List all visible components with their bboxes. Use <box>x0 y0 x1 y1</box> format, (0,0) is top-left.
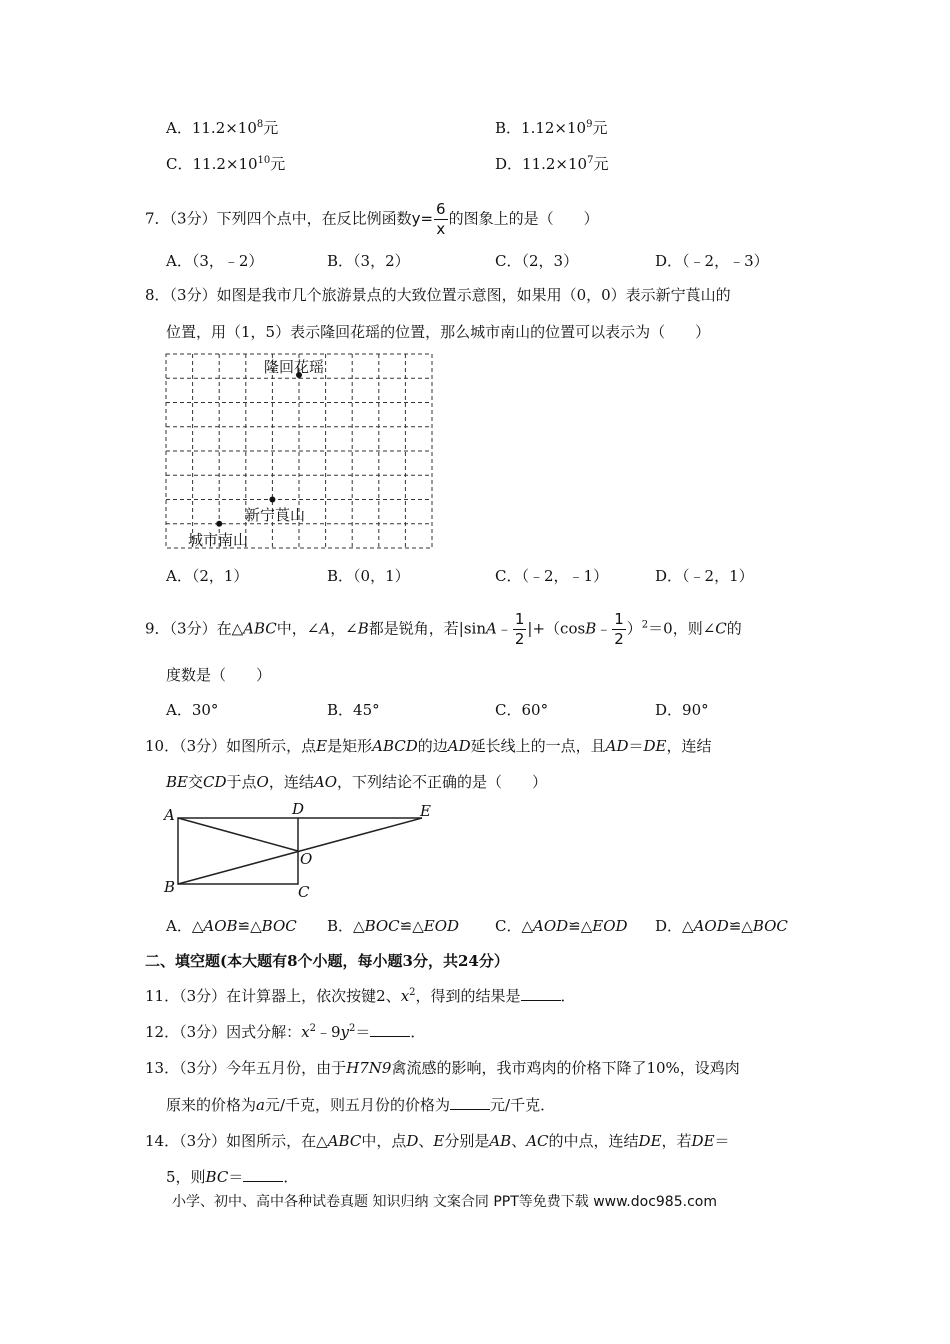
q13-stem-line1: 13．（3分）今年五月份，由于H7N9禽流感的影响，我市鸡肉的价格下降了10%，设鸡肉 <box>145 1059 740 1077</box>
q9-fraction-1: $\frac{1}{2}$ <box>514 610 525 648</box>
q12-answer-blank[interactable] <box>370 1022 410 1037</box>
label-e: E <box>420 802 431 820</box>
q10-figure <box>160 798 445 902</box>
q14-stem-line2: 5，则BC＝ ． <box>166 1168 299 1186</box>
xinning-point <box>269 497 275 503</box>
q8-option-a: A．（2，1） <box>166 567 249 585</box>
q10-option-c: C．△AOD≌△EOD <box>495 917 628 935</box>
q10-option-a: A．△AOB≌△BOC <box>166 917 297 935</box>
section-2-title: 二、填空题(本大题有8个小题，每小题3分，共24分） <box>145 952 509 970</box>
q9-option-c: C．60° <box>495 701 549 719</box>
q10-option-b: B．△BOC≌△EOD <box>327 917 460 935</box>
q14-answer-blank[interactable] <box>243 1167 283 1182</box>
q10-option-d: D．△AOD≌△BOC <box>655 917 788 935</box>
q6-option-c: C．$11.2\times 10^{10}$元 <box>166 155 286 173</box>
label-o: O <box>300 850 313 868</box>
q10-stem-line2: BE交CD于点O，连结AO，下列结论不正确的是（ ） <box>166 773 548 791</box>
q9-fraction-2: $\frac{1}{2}$ <box>614 610 624 648</box>
q9-stem: 9．（3分）在△ABC中，∠A，∠B都是锐角，若|sinA﹣ $\frac{1}{2}$ |+（cosB﹣ $\frac{1}{2}$ ）$^2$＝0，则∠C的 <box>145 610 742 648</box>
q7-fraction: $\frac{6}{x}$ <box>436 200 446 238</box>
label-b: B <box>164 878 176 896</box>
q6-option-b: B．$1.12\times 10^9$元 <box>495 119 608 137</box>
q8-stem-line2: 位置，用（1，5）表示隆回花瑶的位置，那么城市南山的位置可以表示为（ ） <box>166 323 711 341</box>
q7-stem: 7．（3分）下列四个点中，在反比例函数y= $\frac{6}{x}$ 的图象上的是（ ） <box>145 200 599 238</box>
q6-option-d: D．$11.2\times 10^7$元 <box>495 155 609 173</box>
q14-stem-line1: 14．（3分）如图所示，在△ABC中，点D、E分别是AB、AC的中点，连结DE，若DE＝ <box>145 1132 730 1150</box>
q8-option-c: C．（﹣2，﹣1） <box>495 567 609 585</box>
q9-option-a: A．30° <box>166 701 219 719</box>
q7-option-d: D．（﹣2，﹣3） <box>655 252 769 270</box>
q9-option-d: D．90° <box>655 701 709 719</box>
label-c: C <box>298 883 310 901</box>
xinning-label: 新宁莨山 <box>245 506 306 524</box>
label-a: A <box>164 806 175 824</box>
q7-option-b: B．（3，2） <box>327 252 410 270</box>
nanshan-point <box>216 521 222 527</box>
q8-option-d: D．（﹣2，1） <box>655 567 754 585</box>
q10-stem-line1: 10．（3分）如图所示，点E是矩形ABCD的边AD延长线上的一点，且AD＝DE，连结 <box>145 737 712 755</box>
q9-option-b: B．45° <box>327 701 380 719</box>
label-d: D <box>292 800 305 818</box>
q8-option-b: B．（0，1） <box>327 567 410 585</box>
q9-stem-line2: 度数是（ ） <box>166 666 272 684</box>
q11-answer-blank[interactable] <box>521 986 561 1001</box>
q7-option-a: A．（3，﹣2） <box>166 252 264 270</box>
q13-answer-blank[interactable] <box>450 1095 490 1110</box>
page-footer: 小学、初中、高中各种试卷真题 知识归纳 文案合同 PPT等免费下载 www.doc985.com <box>172 1194 717 1210</box>
q8-grid-map <box>164 352 436 552</box>
q11-stem: 11．（3分）在计算器上，依次按键2、$x^2$，得到的结果是 ． <box>145 987 576 1005</box>
q12-stem: 12．（3分）因式分解：$x^2﹣9y^2=$ ． <box>145 1023 426 1041</box>
q8-stem-line1: 8．（3分）如图是我市几个旅游景点的大致位置示意图，如果用（0，0）表示新宁莨山的 <box>145 286 731 304</box>
q13-stem-line2: 原来的价格为a元/千克，则五月份的价格为 元/千克． <box>166 1096 556 1114</box>
q7-option-c: C．（2，3） <box>495 252 579 270</box>
q6-option-a: A．$11.2\times 10^8$元 <box>166 119 279 137</box>
longhui-label: 隆回花瑶 <box>264 358 325 376</box>
nanshan-label: 城市南山 <box>188 531 249 549</box>
